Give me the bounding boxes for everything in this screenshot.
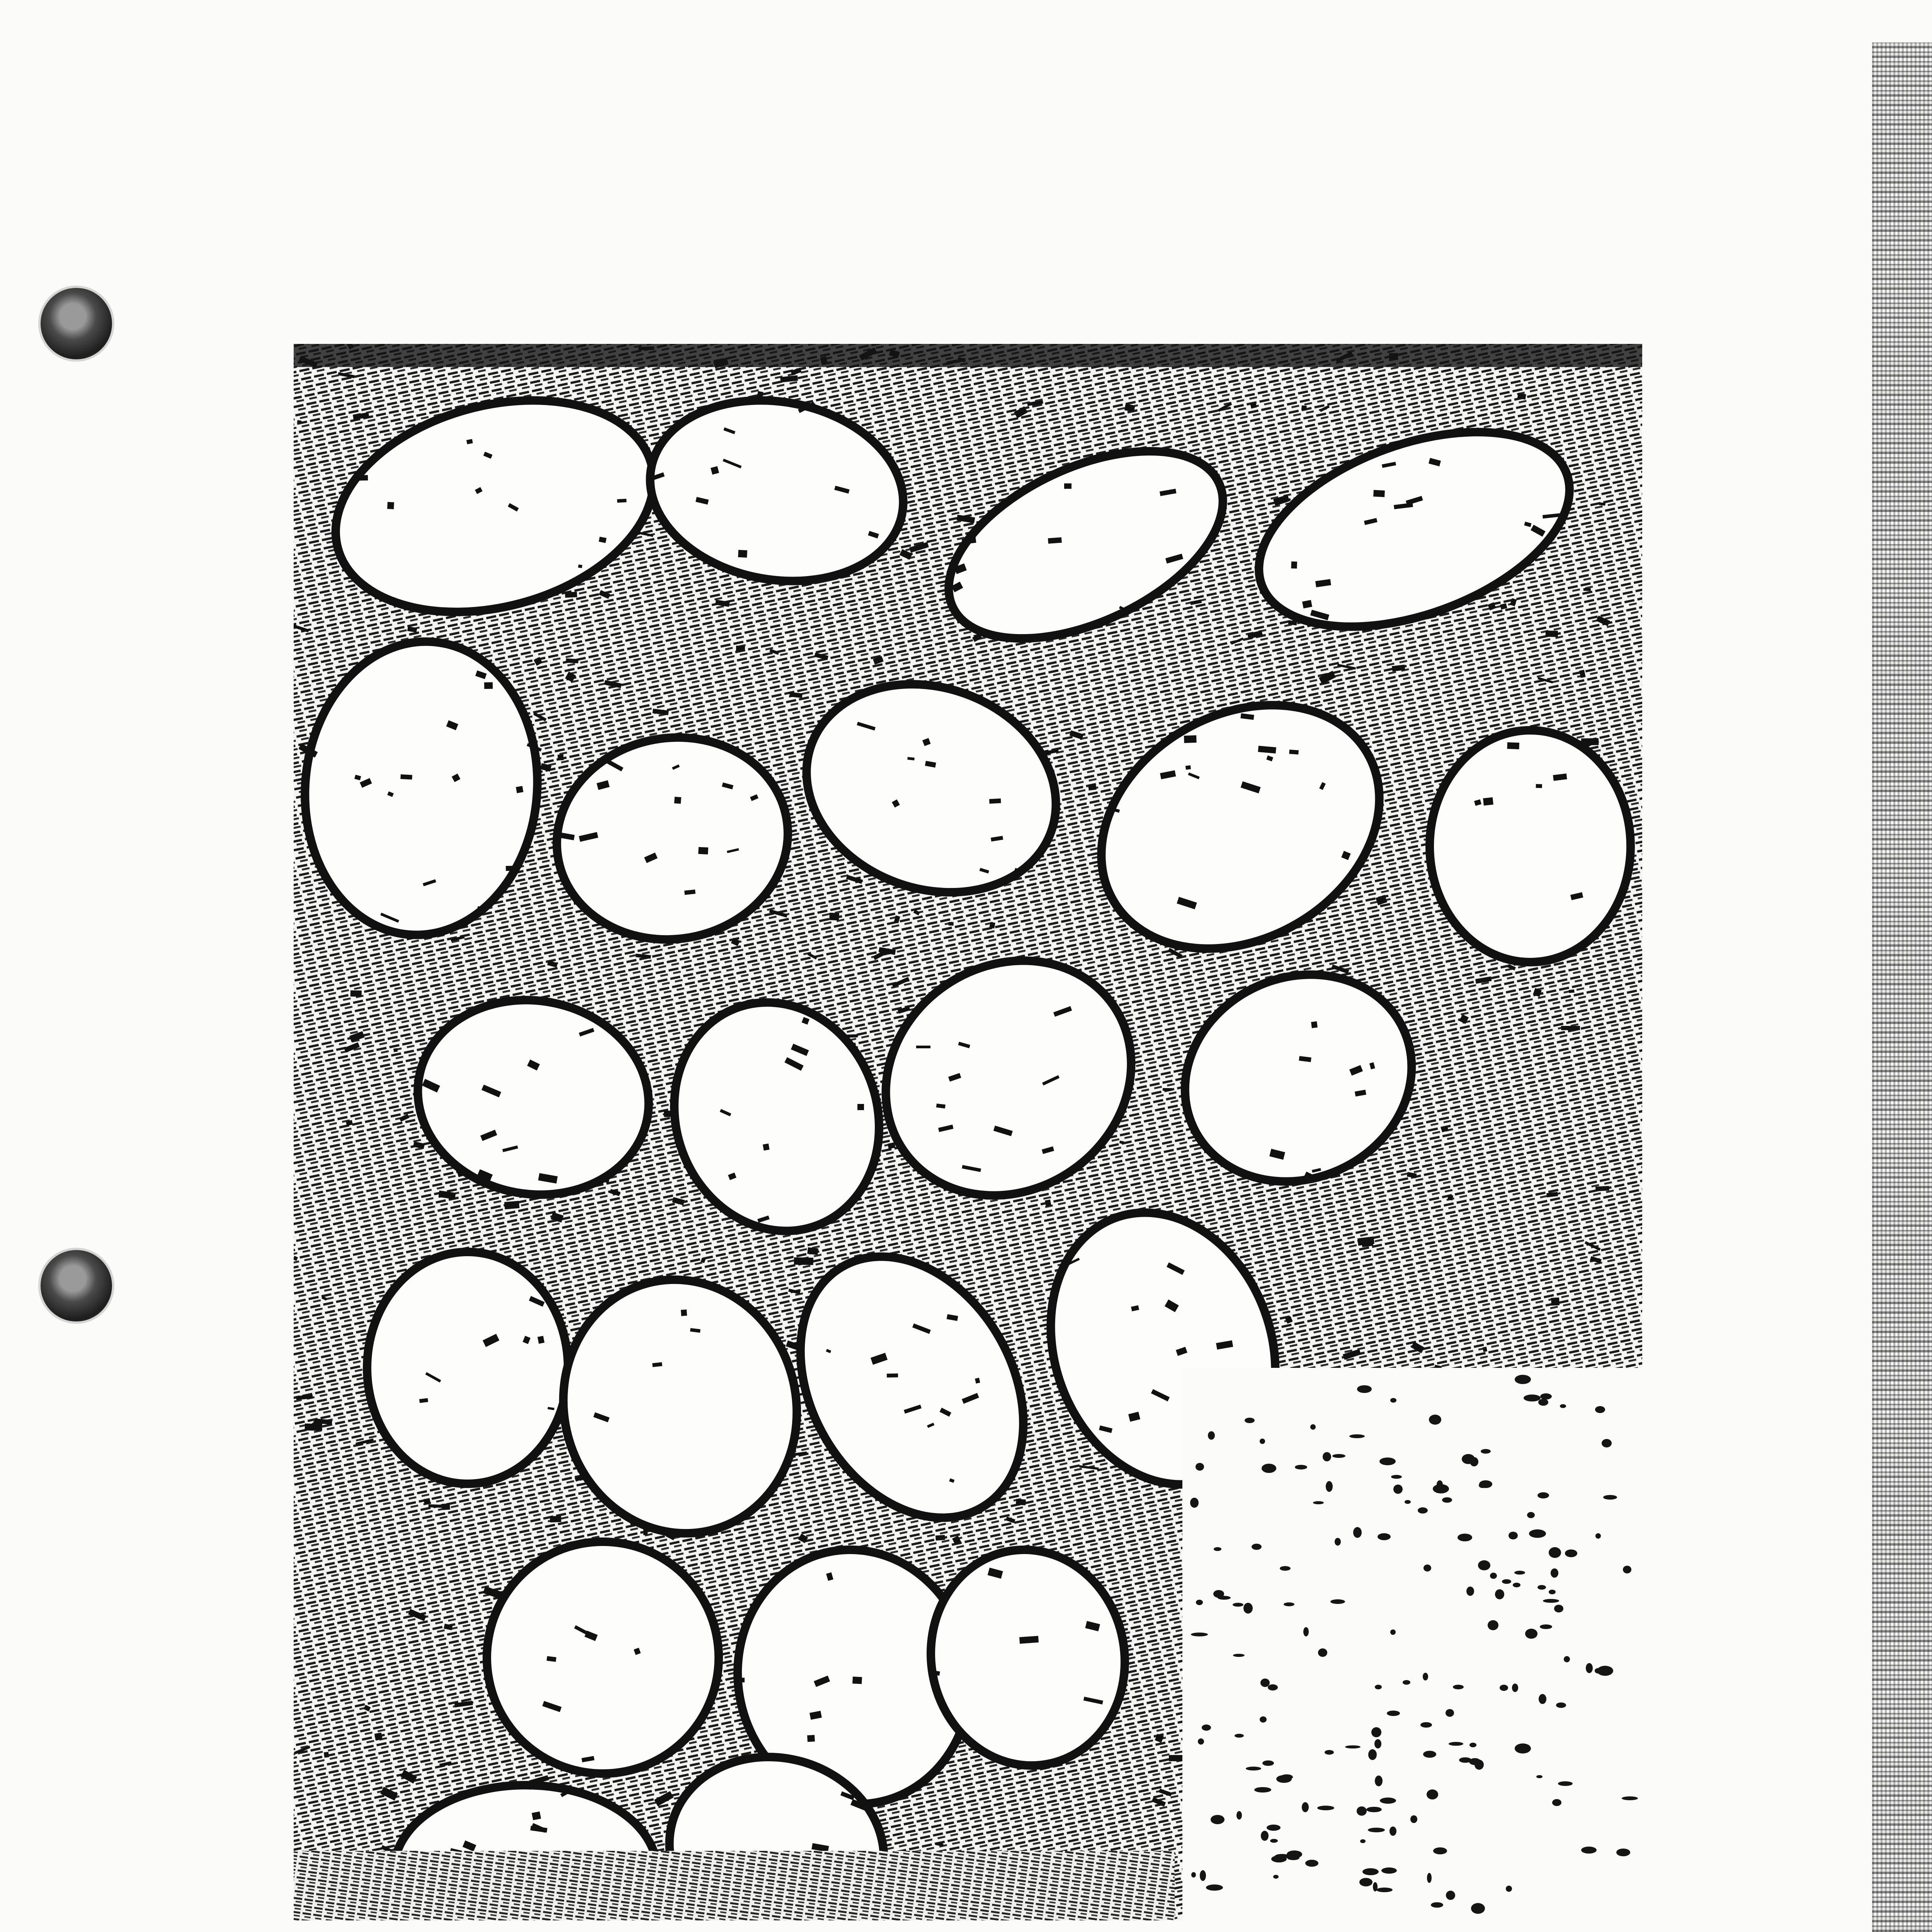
tissue-dot <box>1586 1663 1593 1673</box>
tissue-dot <box>1616 1849 1630 1856</box>
tissue-speckle <box>558 754 564 760</box>
tissue-dot <box>1602 1439 1612 1447</box>
tissue-speckle <box>1045 1199 1051 1206</box>
tissue-dot <box>1198 1738 1204 1745</box>
tissue-dot <box>1260 1716 1267 1723</box>
tissue-dot <box>1537 1492 1549 1498</box>
tissue-dot <box>1325 1750 1334 1755</box>
tissue-dot <box>1543 1599 1559 1603</box>
tissue-speckle <box>506 866 517 871</box>
tissue-speckle <box>354 475 368 481</box>
tissue-dot <box>1551 1568 1558 1578</box>
tissue-dot <box>1475 1760 1484 1770</box>
tissue-dot <box>1529 1529 1546 1538</box>
punch-hole-icon <box>41 1250 112 1321</box>
tissue-dot <box>1233 1603 1243 1607</box>
tissue-dot <box>1191 1633 1208 1636</box>
tissue-dot <box>1431 1902 1443 1908</box>
tissue-dot <box>1295 1465 1307 1469</box>
tissue-speckle <box>324 1752 329 1758</box>
tissue-dot <box>1427 1873 1432 1883</box>
tissue-speckle <box>1551 1298 1560 1306</box>
tissue-speckle <box>305 1423 322 1431</box>
tissue-dot <box>1390 1629 1396 1635</box>
tissue-dot <box>1236 1811 1242 1820</box>
tissue-dot <box>1564 1656 1570 1662</box>
tissue-dot <box>1488 1620 1498 1630</box>
tissue-speckle <box>643 1529 648 1535</box>
tissue-speckle <box>852 1677 862 1684</box>
tissue-dot <box>1376 1888 1393 1892</box>
tissue-dot <box>1558 1781 1573 1786</box>
tissue-dot <box>1349 1434 1365 1438</box>
tissue-speckle <box>674 797 681 804</box>
tissue-dot <box>1389 1827 1396 1836</box>
tissue-dot <box>1387 1711 1400 1716</box>
tissue-dot <box>1513 1583 1520 1587</box>
tissue-speckle <box>1595 1186 1609 1191</box>
tissue-dot <box>1357 1806 1367 1816</box>
follicle-shape <box>367 1252 568 1484</box>
tissue-dot <box>1280 1566 1291 1571</box>
tissue-dot <box>1554 1605 1563 1612</box>
tissue-dot <box>1391 1475 1402 1479</box>
tissue-dot <box>1284 1602 1294 1606</box>
tissue-dot <box>1270 1839 1278 1843</box>
tissue-speckle <box>1483 1347 1487 1352</box>
tissue-dot <box>1478 1560 1490 1570</box>
tissue-dot <box>1318 1648 1327 1657</box>
tissue-dot <box>1515 1375 1531 1384</box>
tissue-dot <box>1260 1679 1270 1687</box>
tissue-speckle <box>1289 750 1299 755</box>
tissue-speckle <box>1088 784 1097 791</box>
tissue-speckle <box>842 1034 858 1038</box>
tissue-speckle <box>578 565 582 568</box>
tissue-dot <box>1330 1599 1345 1604</box>
tissue-dot <box>1481 1449 1491 1454</box>
tissue-speckle <box>738 1678 745 1682</box>
tissue-speckle <box>664 1111 673 1117</box>
tissue-dot <box>1540 1624 1552 1629</box>
tissue-dot <box>1360 1839 1366 1843</box>
tissue-dot <box>1446 1891 1455 1900</box>
tissue-dot <box>1335 1538 1341 1546</box>
tissue-speckle <box>916 1046 930 1048</box>
tissue-speckle <box>1373 490 1385 497</box>
tissue-speckle <box>504 1201 520 1209</box>
tissue-dot <box>1536 1775 1543 1778</box>
tissue-dot <box>1560 1404 1566 1408</box>
tissue-dot <box>1479 1480 1492 1488</box>
tissue-dot <box>1538 1399 1548 1406</box>
tissue-dot <box>1423 1751 1436 1758</box>
tissue-dot <box>1393 1485 1403 1494</box>
tissue-speckle <box>550 1516 561 1522</box>
tissue-dot <box>1260 1439 1265 1444</box>
tissue-dot <box>1512 1684 1518 1692</box>
tissue-dot <box>1273 1875 1279 1879</box>
tissue-dot <box>1595 1668 1602 1673</box>
tissue-speckle <box>1546 631 1558 637</box>
tissue-dot <box>1371 1727 1381 1737</box>
tissue-dot <box>1552 1799 1561 1806</box>
tissue-speckle <box>1184 735 1197 743</box>
tissue-dot <box>1514 1571 1525 1575</box>
tissue-dot <box>1246 1767 1261 1770</box>
tissue-dot <box>1423 1565 1431 1571</box>
tissue-dot <box>1427 1789 1438 1799</box>
tissue-dot <box>1362 1868 1379 1875</box>
tissue-dot <box>1359 1878 1372 1886</box>
tissue-speckle <box>1581 738 1599 745</box>
tissue-dot <box>1380 1798 1396 1804</box>
tissue-dot <box>1326 1481 1333 1492</box>
tissue-dot <box>1375 1776 1383 1786</box>
tissue-dot <box>1423 1673 1428 1680</box>
tissue-dot <box>1540 1393 1552 1400</box>
tissue-dot <box>1458 1534 1472 1541</box>
tissue-speckle <box>698 847 708 854</box>
tissue-dot <box>1196 1463 1204 1471</box>
tissue-speckle <box>1483 797 1493 806</box>
tissue-dot <box>1405 1500 1411 1504</box>
tissue-dot <box>1302 1802 1309 1812</box>
punch-hole-icon <box>41 288 112 359</box>
tissue-dot <box>1466 1587 1474 1596</box>
tissue-dot <box>1595 1406 1605 1413</box>
tissue-dot <box>1462 1454 1475 1464</box>
tissue-dot <box>1262 1760 1274 1766</box>
tissue-speckle <box>484 682 493 689</box>
tissue-dot <box>1527 1512 1535 1518</box>
tissue-speckle <box>1583 588 1591 591</box>
tissue-dot <box>1525 1629 1537 1639</box>
tissue-dot <box>1390 1398 1396 1403</box>
tissue-dot <box>1261 1831 1269 1841</box>
tissue-dot <box>1211 1815 1225 1824</box>
tissue-dot <box>1233 1654 1245 1657</box>
tissue-dot <box>1357 1385 1372 1393</box>
tissue-dot <box>1595 1533 1601 1539</box>
page-edge-shadow-right <box>1872 43 1932 1932</box>
tissue-speckle <box>807 1247 818 1255</box>
tissue-speckle <box>400 774 412 780</box>
tissue-speckle <box>1019 1636 1039 1644</box>
tissue-speckle <box>1291 561 1297 569</box>
tissue-speckle <box>1536 784 1542 788</box>
tissue-speckle <box>374 1733 383 1741</box>
tissue-dot <box>1537 1585 1546 1590</box>
tissue-dot <box>1353 1527 1362 1538</box>
tissue-dot <box>1281 1774 1293 1780</box>
tissue-speckle <box>887 1373 898 1378</box>
tissue-speckle <box>1185 765 1191 770</box>
tissue-speckle <box>442 1503 450 1510</box>
tissue-dot <box>1549 1547 1561 1558</box>
tissue-dot <box>1500 1685 1508 1691</box>
tissue-dot <box>1420 1722 1432 1728</box>
tissue-speckle <box>681 1310 687 1316</box>
tissue-dot <box>1214 1547 1221 1551</box>
tissue-speckle <box>989 922 995 929</box>
tissue-dot <box>1208 1431 1215 1440</box>
tissue-dot <box>1379 1458 1396 1465</box>
tissue-speckle <box>1048 537 1062 544</box>
tissue-dot <box>1190 1498 1199 1508</box>
tissue-dot <box>1603 1495 1617 1500</box>
tissue-dot <box>1287 1855 1299 1860</box>
tissue-dot <box>1262 1464 1276 1473</box>
tissue-dot <box>1191 1872 1196 1878</box>
tissue-speckle <box>1569 990 1575 993</box>
tissue-speckle <box>350 990 362 997</box>
tissue-dot <box>1509 1532 1518 1539</box>
tissue-dot <box>1268 1684 1278 1690</box>
tissue-dot <box>1368 1828 1385 1832</box>
tissue-speckle <box>1016 1499 1026 1505</box>
tissue-dot <box>1622 1796 1638 1800</box>
tissue-dot <box>1305 1860 1318 1867</box>
tissue-speckle <box>1361 1238 1373 1247</box>
tissue-dot <box>1549 1590 1556 1594</box>
tissue-dot <box>1506 1886 1512 1892</box>
tissue-speckle <box>1447 1195 1453 1201</box>
tissue-dot <box>1213 1590 1224 1598</box>
tissue-dot <box>1196 1600 1203 1605</box>
tissue-dot <box>1313 1501 1324 1504</box>
tissue-dot <box>1453 1685 1464 1689</box>
tissue-dot <box>1332 1454 1345 1458</box>
tissue-dot <box>1469 1743 1476 1747</box>
tissue-dot <box>1202 1725 1211 1731</box>
tissue-speckle <box>516 786 524 793</box>
tissue-dot <box>1317 1806 1334 1810</box>
tissue-dot <box>1429 1415 1441 1425</box>
tissue-speckle <box>794 1257 813 1265</box>
tissue-speckle <box>617 499 626 503</box>
micrograph-photo <box>294 344 1642 1920</box>
tissue-speckle <box>807 1735 815 1742</box>
tissue-dot <box>1459 1757 1471 1763</box>
tissue-dot <box>1502 1579 1511 1584</box>
tissue-dot <box>1345 1745 1361 1748</box>
tissue-speckle <box>1301 405 1307 410</box>
tissue-speckle <box>738 550 747 558</box>
tissue-dot <box>1374 1739 1381 1748</box>
tissue-dot <box>1206 1884 1223 1891</box>
tissue-dot <box>1410 1815 1417 1823</box>
tissue-speckle <box>935 1671 940 1676</box>
tissue-dot <box>1200 1870 1206 1881</box>
tissue-dot <box>1449 1742 1463 1746</box>
tissue-dot <box>1437 1480 1443 1489</box>
tissue-dot <box>1254 1787 1271 1793</box>
tissue-dot <box>1381 1867 1397 1874</box>
tissue-dot <box>1442 1497 1452 1503</box>
tissue-speckle <box>857 1104 864 1110</box>
tissue-dot <box>1581 1847 1597 1854</box>
tissue-dot <box>1471 1903 1485 1914</box>
tissue-speckle <box>393 1048 398 1052</box>
tissue-dot <box>1556 1702 1566 1708</box>
tissue-speckle <box>829 913 839 920</box>
tissue-dot <box>1378 1533 1391 1540</box>
tissue-dot <box>1446 1709 1454 1717</box>
tissue-dot <box>1235 1734 1244 1738</box>
tissue-dot <box>1267 1825 1281 1831</box>
tissue-dot <box>1403 1680 1410 1685</box>
tissue-dot <box>1495 1589 1504 1599</box>
tissue-dot <box>1490 1573 1497 1579</box>
follicle-shape <box>1430 730 1631 962</box>
tissue-speckle <box>1561 1026 1580 1030</box>
tissue-speckle <box>532 1811 541 1820</box>
tissue-dot <box>1310 1424 1316 1430</box>
tissue-speckle <box>1064 483 1071 489</box>
tissue-speckle <box>1163 1088 1172 1091</box>
tissue-speckle <box>989 798 1001 804</box>
tissue-dot <box>1323 1452 1331 1461</box>
tissue-speckle <box>763 1143 770 1150</box>
tissue-dot <box>1243 1603 1253 1614</box>
tissue-speckle <box>565 592 577 598</box>
tissue-dot <box>1418 1507 1428 1514</box>
tissue-dot <box>1565 1549 1577 1557</box>
tissue-speckle <box>387 502 394 509</box>
tissue-dot <box>1252 1544 1262 1550</box>
tissue-speckle <box>736 646 745 651</box>
tissue-dot <box>1368 1749 1377 1760</box>
tissue-dot <box>1303 1627 1309 1636</box>
tissue-speckle <box>429 1504 443 1508</box>
tissue-speckle <box>935 1535 945 1541</box>
tissue-dot <box>1245 1418 1255 1423</box>
tissue-speckle <box>423 1498 431 1505</box>
tissue-dot <box>1366 1807 1382 1812</box>
tissue-dot <box>1375 1685 1382 1689</box>
tissue-dot <box>1524 1395 1541 1401</box>
tissue-dot <box>1623 1566 1631 1573</box>
tissue-speckle <box>1507 742 1519 749</box>
tissue-dot <box>1433 1847 1447 1854</box>
tissue-dot <box>1539 1694 1546 1704</box>
tissue-speckle <box>949 922 954 926</box>
tissue-dot <box>1515 1743 1531 1753</box>
tissue-speckle <box>1311 1021 1318 1028</box>
tissue-speckle <box>566 658 578 663</box>
